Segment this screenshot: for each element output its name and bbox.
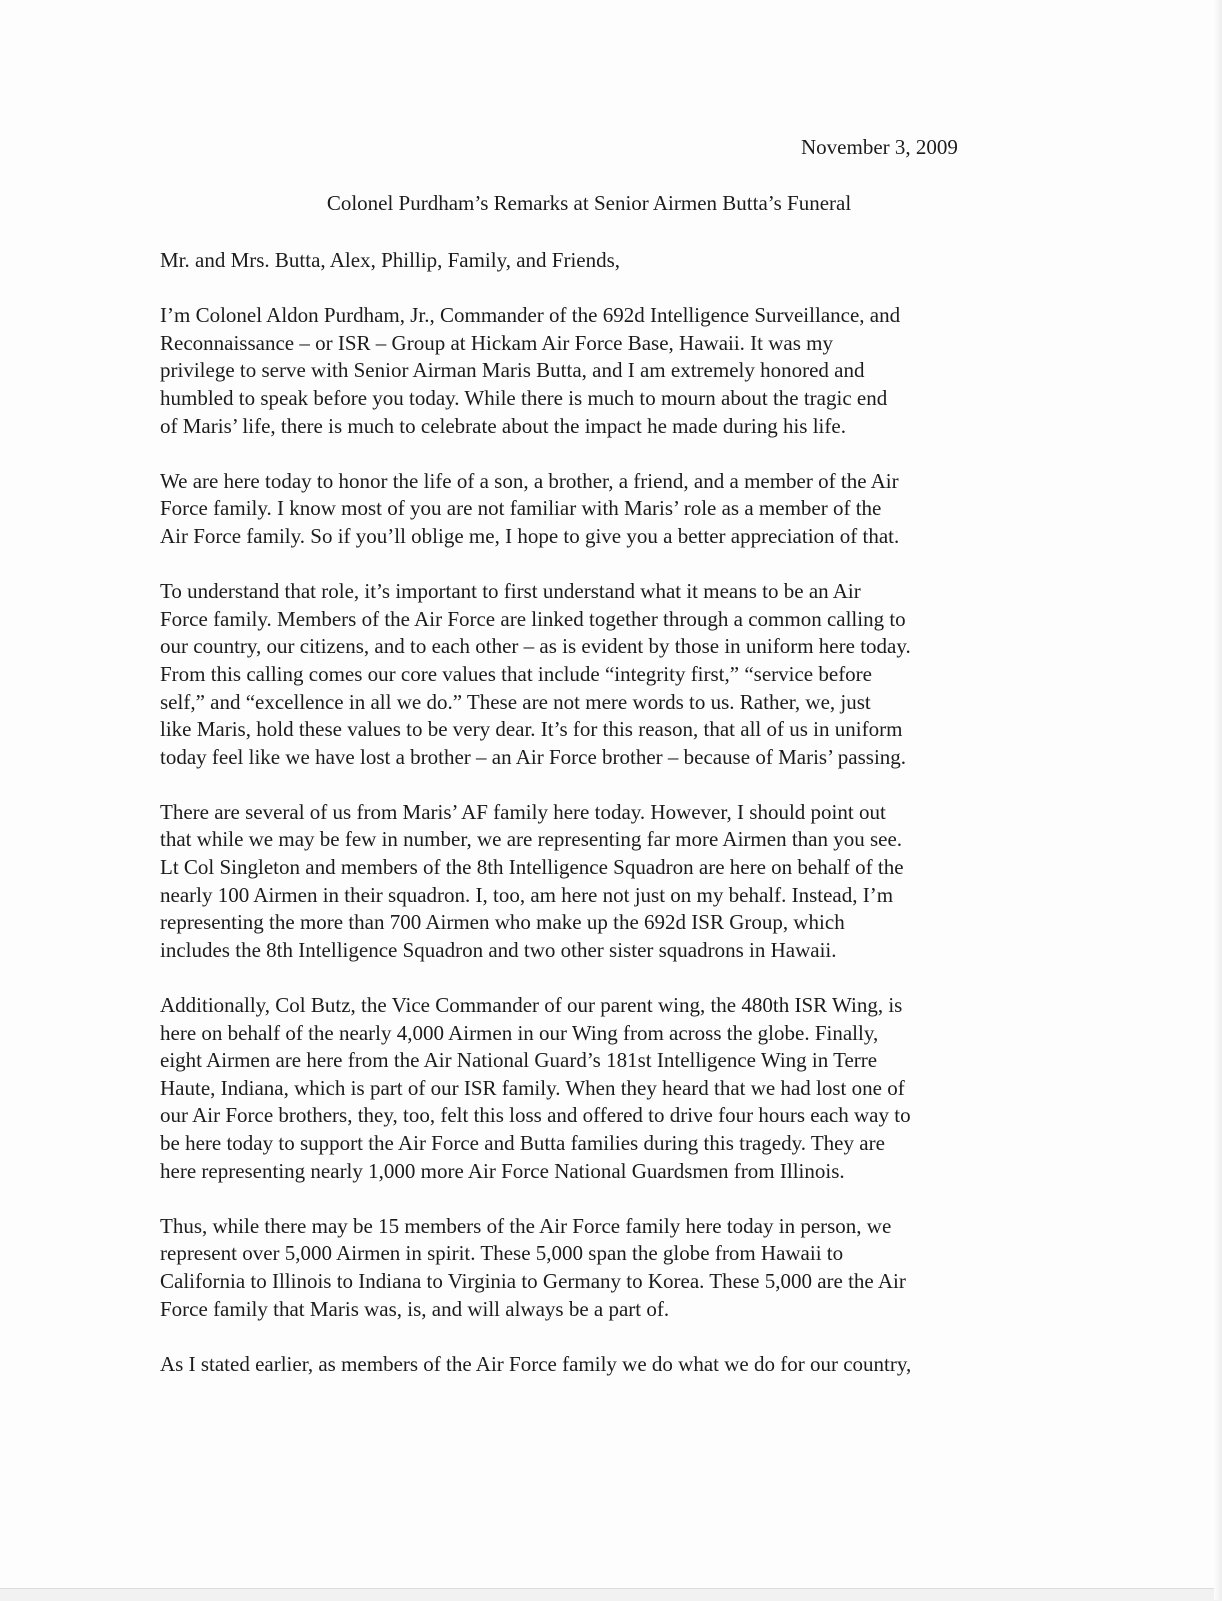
text-line: From this calling comes our core values that include “integrity first,” “service before <box>160 661 873 686</box>
text-line: There are several of us from Maris’ AF family here today. However, I should point out <box>160 799 886 824</box>
text-line: today feel like we have lost a brother – an Air Force brother – because of Maris’ passing. <box>160 744 907 769</box>
text-line: that while we may be few in number, we are representing far more Airmen than you see. <box>160 827 903 852</box>
text-line: self,” and “excellence in all we do.” These are not mere words to us. Rather, we, just <box>160 689 871 714</box>
paragraph <box>160 992 911 1185</box>
text-line: Thus, while there may be 15 members of the Air Force family here today in person, we <box>160 1213 892 1238</box>
text-line: Reconnaissance – or ISR – Group at Hickam Air Force Base, Hawaii. It was my <box>160 330 834 355</box>
text-line: like Maris, hold these values to be very dear. It’s for this reason, that all of us in uniform <box>160 717 903 742</box>
text-line: of Maris’ life, there is much to celebrate about the impact he made during his life. <box>160 413 846 438</box>
text-line: Force family. Members of the Air Force are linked together through a common calling to <box>160 606 906 631</box>
text-line: Air Force family. So if you’ll oblige me, I hope to give you a better appreciation of that. <box>160 523 900 548</box>
text-line: Force family that Maris was, is, and will always be a part of. <box>160 1296 670 1321</box>
text-line: here on behalf of the nearly 4,000 Airmen in our Wing from across the globe. Finally, <box>160 1020 879 1045</box>
document-date: November 3, 2009 <box>801 135 958 159</box>
text-line: As I stated earlier, as members of the Air Force family we do what we do for our country, <box>160 1351 912 1376</box>
text-line: I’m Colonel Aldon Purdham, Jr., Commander of the 692d Intelligence Surveillance, and <box>160 303 901 328</box>
paragraph <box>160 799 911 965</box>
text-line: eight Airmen are here from the Air National Guard’s 181st Intelligence Wing in Terre <box>160 1048 878 1073</box>
text-line: our country, our citizens, and to each other – as is evident by those in uniform here today. <box>160 634 911 659</box>
paragraph <box>160 1351 911 1379</box>
document-body <box>160 247 911 1406</box>
document-title: Colonel Purdham’s Remarks at Senior Airmen Butta’s Funeral <box>326 191 852 215</box>
text-line: represent over 5,000 Airmen in spirit. These 5,000 span the globe from Hawaii to <box>160 1241 844 1266</box>
text-line: Haute, Indiana, which is part of our ISR family. When they heard that we had lost one of <box>160 1075 905 1100</box>
salutation <box>160 247 911 275</box>
paragraph <box>160 1213 911 1323</box>
text-line: California to Illinois to Indiana to Virginia to Germany to Korea. These 5,000 are the Air <box>160 1268 906 1293</box>
scan-bottom-edge <box>0 1588 1222 1601</box>
text-line: Additionally, Col Butz, the Vice Commander of our parent wing, the 480th ISR Wing, is <box>160 993 903 1018</box>
text-line: be here today to support the Air Force and Butta families during this tragedy. They are <box>160 1131 885 1155</box>
text-line: Mr. and Mrs. Butta, Alex, Phillip, Family, and Friends, <box>160 248 621 272</box>
text-line: includes the 8th Intelligence Squadron and two other sister squadrons in Hawaii. <box>160 937 837 962</box>
paragraph <box>160 302 911 440</box>
text-line: nearly 100 Airmen in their squadron. I, too, am here not just on my behalf. Instead, I’m <box>160 882 894 907</box>
paragraph <box>160 468 911 551</box>
scan-right-edge <box>1214 0 1222 1600</box>
text-line: Lt Col Singleton and members of the 8th Intelligence Squadron are here on behalf of the <box>160 855 904 880</box>
text-line: To understand that role, it’s important to first understand what it means to be an Air <box>160 579 861 604</box>
text-line: We are here today to honor the life of a son, a brother, a friend, and a member of the Air <box>160 468 899 493</box>
text-line: Force family. I know most of you are not familiar with Maris’ role as a member of the <box>160 496 882 521</box>
text-line: here representing nearly 1,000 more Air Force National Guardsmen from Illinois. <box>160 1158 845 1183</box>
text-line: representing the more than 700 Airmen who make up the 692d ISR Group, which <box>160 910 845 935</box>
text-line: our Air Force brothers, they, too, felt this loss and offered to drive four hours each way to <box>160 1103 911 1128</box>
text-line: privilege to serve with Senior Airman Maris Butta, and I am extremely honored and <box>160 358 865 383</box>
paragraph <box>160 578 911 771</box>
text-line: humbled to speak before you today. While there is much to mourn about the tragic end <box>160 385 888 410</box>
